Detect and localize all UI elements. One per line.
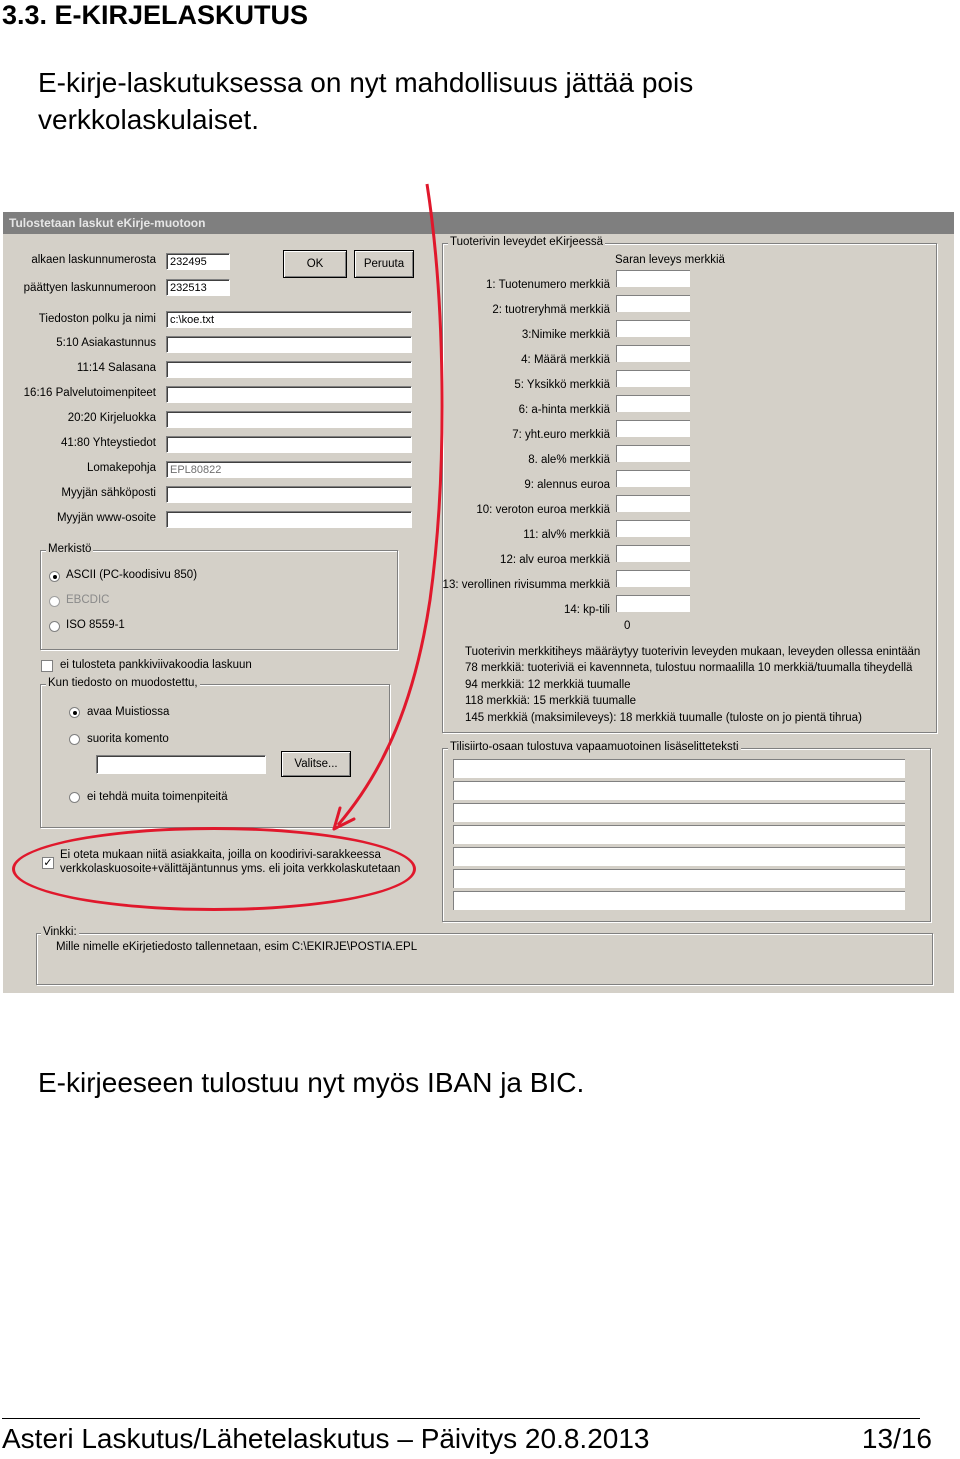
- field-label: Lomakepohja: [86, 462, 156, 474]
- charset-group-title: Merkistö: [48, 543, 92, 555]
- width-info-line: 118 merkkiä: 15 merkkiä tuumalle: [465, 695, 637, 707]
- cancel-button[interactable]: Peruuta: [354, 250, 414, 278]
- width-row-label: 3:Nimike merkkiä: [521, 329, 610, 341]
- width-row-label: 10: veroton euroa merkkiä: [476, 504, 610, 516]
- page-number: 13/16: [861, 1423, 932, 1454]
- form-template-input[interactable]: EPL80822: [166, 461, 412, 478]
- row-widths-title: Tuoterivin leveydet eKirjeessä: [450, 236, 603, 248]
- field-label: 5:10 Asiakastunnus: [56, 337, 156, 349]
- width-row-label: 7: yht.euro merkkiä: [512, 429, 610, 441]
- width-row-label: 11: alv% merkkiä: [523, 529, 610, 541]
- transfer-text-title: Tilisiirto-osaan tulostuva vapaamuotoinen lisäselitteteksti: [450, 741, 739, 753]
- width-row-label: 9: alennus euroa: [524, 479, 610, 491]
- width-row-label: 12: alv euroa merkkiä: [500, 554, 610, 566]
- exclude-einvoice-label-line1: Ei oteta mukaan niitä asiakkaita, joilla on koodirivi-sarakkeessa: [60, 849, 381, 861]
- dialog-title: Tulostetaan laskut eKirje-muotoon: [9, 216, 206, 230]
- width-info-line: Tuoterivin merkkitiheys määräytyy tuoterivin leveyden mukaan, leveyden ollessa enintään: [465, 646, 921, 658]
- field-label: päättyen laskunnumeroon: [23, 282, 156, 294]
- open-notepad-label: avaa Muistiossa: [87, 706, 170, 718]
- footer-divider: [2, 1418, 920, 1419]
- width-info-line: 145 merkkiä (maksimileveys): 18 merkkiä tuumalle (tuloste on jo pientä tihrua): [465, 712, 862, 724]
- width-info-line: 78 merkkiä: tuoteriviä ei kavennneta, tulostuu normaalilla 10 merkkiä/tuumalla tiheydellä: [465, 662, 913, 674]
- footer-title: Asteri Laskutus/Lähetelaskutus – Päivitys 20.8.2013: [2, 1423, 650, 1454]
- field-label: 16:16 Palvelutoimenpiteet: [23, 387, 156, 399]
- charset-ebcdic-label: EBCDIC: [66, 594, 110, 606]
- hint-title: Vinkki:: [43, 926, 77, 938]
- no-action-label: ei tehdä muita toimenpiteitä: [87, 791, 228, 803]
- field-label: Tiedoston polku ja nimi: [38, 313, 156, 325]
- run-command-label: suorita komento: [87, 733, 169, 745]
- width-row-label: 14: kp-tili: [563, 604, 610, 616]
- choose-button[interactable]: Valitse...: [281, 751, 351, 777]
- ok-button[interactable]: OK: [283, 250, 347, 278]
- file-path-input[interactable]: c:\koe.txt: [166, 311, 412, 328]
- exclude-einvoice-label-line2: verkkolaskuosoite+välittäjäntunnus yms. eli joita verkkolaskutetaan: [60, 863, 401, 875]
- width-row-label: 13: verollinen rivisumma merkkiä: [442, 579, 610, 591]
- iban-bic-note: E-kirjeeseen tulostuu nyt myös IBAN ja BIC.: [38, 1067, 585, 1098]
- hint-text: Mille nimelle eKirjetiedosto tallennetaan, esim C:\EKIRJE\POSTIA.EPL: [56, 941, 418, 953]
- charset-ascii-label: ASCII (PC-koodisivu 850): [66, 569, 198, 581]
- width-row-label: 4: Määrä merkkiä: [521, 354, 610, 366]
- width-row-label: 2: tuotreryhmä merkkiä: [492, 304, 610, 316]
- intro-text-line2: verkkolaskulaiset.: [38, 104, 259, 135]
- width-total: 0: [624, 620, 631, 632]
- exclude-einvoice-checkbox[interactable]: ✓: [43, 857, 53, 869]
- column-width-header: Saran leveys merkkiä: [615, 254, 725, 266]
- start-invoice-input[interactable]: 232495: [166, 253, 230, 270]
- width-row-label: 6: a-hinta merkkiä: [518, 404, 610, 416]
- width-info-line: 94 merkkiä: 12 merkkiä tuumalle: [465, 679, 631, 691]
- field-label: 41:80 Yhteystiedot: [60, 437, 156, 449]
- width-row-label: 8. ale% merkkiä: [528, 454, 610, 466]
- width-row-label: 5: Yksikkö merkkiä: [514, 379, 610, 391]
- field-label: alkaen laskunnumerosta: [31, 254, 156, 266]
- field-label: Myyjän www-osoite: [56, 512, 156, 524]
- after-file-group-title: Kun tiedosto on muodostettu,: [48, 677, 198, 689]
- field-label: 20:20 Kirjeluokka: [67, 412, 156, 424]
- field-label: Myyjän sähköposti: [61, 487, 156, 499]
- width-row-label: 1: Tuotenumero merkkiä: [485, 279, 610, 291]
- end-invoice-input[interactable]: 232513: [166, 279, 230, 296]
- field-label: 11:14 Salasana: [76, 362, 156, 374]
- intro-text-line1: E-kirje-laskutuksessa on nyt mahdollisuus jättää pois: [38, 67, 694, 98]
- no-barcode-label: ei tulosteta pankkiviivakoodia laskuun: [60, 659, 252, 671]
- charset-iso-label: ISO 8559-1: [66, 619, 125, 631]
- page-heading: 3.3. E-KIRJELASKUTUS: [2, 0, 309, 30]
